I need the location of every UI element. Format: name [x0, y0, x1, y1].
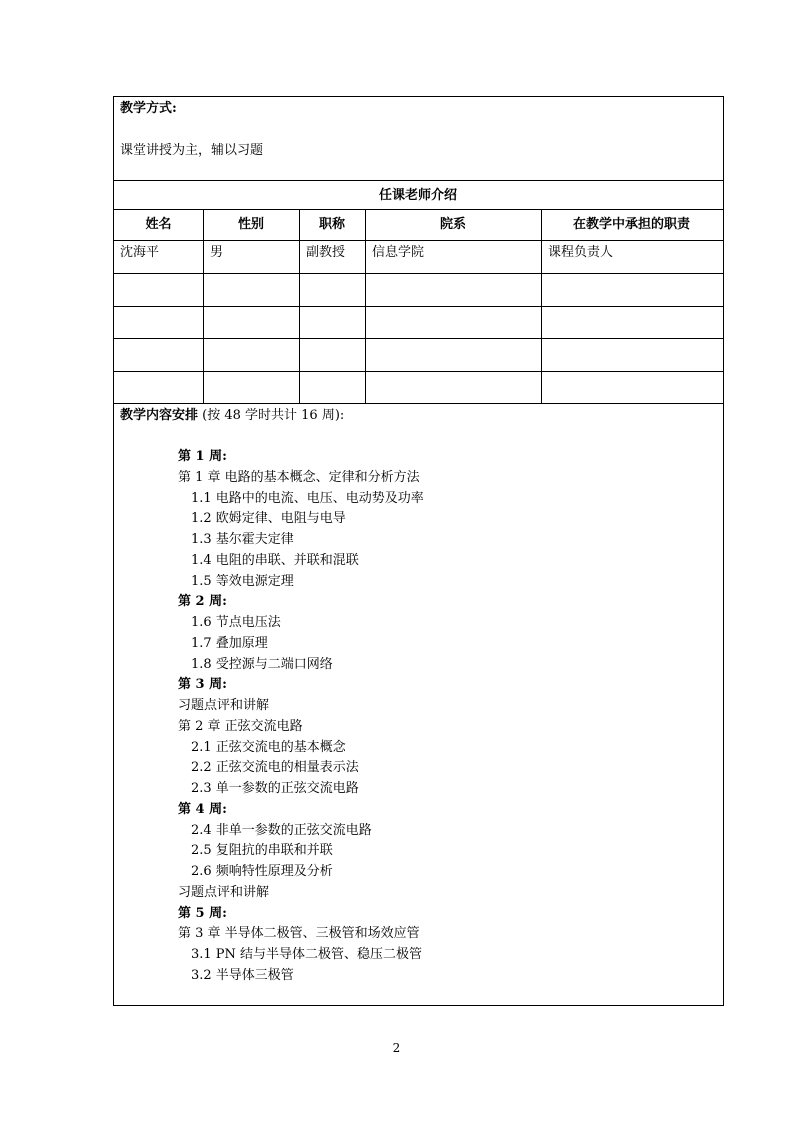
divider [114, 240, 723, 241]
schedule-line: 1.4 电阻的串联、并联和混联 [191, 553, 359, 568]
schedule-line: 第 2 章 正弦交流电路 [178, 719, 303, 734]
divider [114, 180, 723, 181]
divider [114, 371, 723, 372]
schedule-line: 3.2 半导体三极管 [191, 968, 294, 983]
teaching-method-content: 课堂讲授为主，辅以习题 [120, 143, 264, 158]
schedule-line: 第 3 周: [178, 677, 227, 692]
header-name: 姓名 [145, 217, 172, 232]
divider [114, 338, 723, 339]
schedule-line: 第 1 章 电路的基本概念、定律和分析方法 [178, 470, 420, 485]
divider [114, 273, 723, 274]
schedule-line: 2.2 正弦交流电的相量表示法 [191, 760, 359, 775]
schedule-line: 2.1 正弦交流电的基本概念 [191, 740, 346, 755]
divider [114, 209, 723, 210]
course-info-table [113, 96, 724, 1006]
cell-department: 信息学院 [372, 245, 425, 260]
schedule-line: 2.4 非单一参数的正弦交流电路 [191, 823, 372, 838]
schedule-heading-label: 教学内容安排 [120, 408, 199, 423]
schedule-line: 习题点评和讲解 [178, 885, 270, 900]
header-department: 院系 [439, 217, 466, 232]
schedule-line: 2.6 频响特性原理及分析 [191, 864, 333, 879]
cell-title: 副教授 [306, 245, 346, 260]
cell-gender: 男 [210, 245, 224, 260]
schedule-line: 1.1 电路中的电流、电压、电动势及功率 [191, 491, 424, 506]
header-responsibility: 在教学中承担的职责 [572, 217, 690, 232]
column-divider [299, 209, 300, 403]
schedule-line: 习题点评和讲解 [178, 698, 270, 713]
schedule-line: 1.6 节点电压法 [191, 615, 281, 630]
header-gender: 性别 [237, 217, 264, 232]
teacher-section-title: 任课老师介绍 [378, 188, 457, 203]
schedule-line: 1.7 叠加原理 [191, 636, 268, 651]
schedule-line: 1.5 等效电源定理 [191, 574, 294, 589]
schedule-line: 第 5 周: [178, 906, 227, 921]
schedule-line: 2.3 单一参数的正弦交流电路 [191, 781, 359, 796]
page-number: 2 [392, 1041, 401, 1055]
cell-responsibility: 课程负责人 [548, 245, 614, 260]
column-divider [203, 209, 204, 403]
teaching-method-label: 教学方式: [120, 101, 177, 116]
schedule-line: 1.2 欧姆定律、电阻与电导 [191, 511, 346, 526]
schedule-line: 3.1 PN 结与半导体二极管、稳压二极管 [191, 947, 423, 962]
divider [114, 306, 723, 307]
cell-name: 沈海平 [120, 245, 160, 260]
schedule-line: 第 2 周: [178, 594, 227, 609]
header-title: 职称 [318, 217, 345, 232]
schedule-line: 第 4 周: [178, 802, 227, 817]
schedule-heading-note: (按 48 学时共计 16 周): [198, 408, 345, 423]
divider [114, 403, 723, 404]
schedule-line: 第 3 章 半导体二极管、三极管和场效应管 [178, 926, 420, 941]
schedule-heading [120, 408, 344, 424]
schedule-line: 1.8 受控源与二端口网络 [191, 657, 333, 672]
schedule-line: 1.3 基尔霍夫定律 [191, 532, 294, 547]
schedule-line: 2.5 复阻抗的串联和并联 [191, 843, 333, 858]
schedule-line: 第 1 周: [178, 449, 227, 464]
column-divider [365, 209, 366, 403]
column-divider [541, 209, 542, 403]
